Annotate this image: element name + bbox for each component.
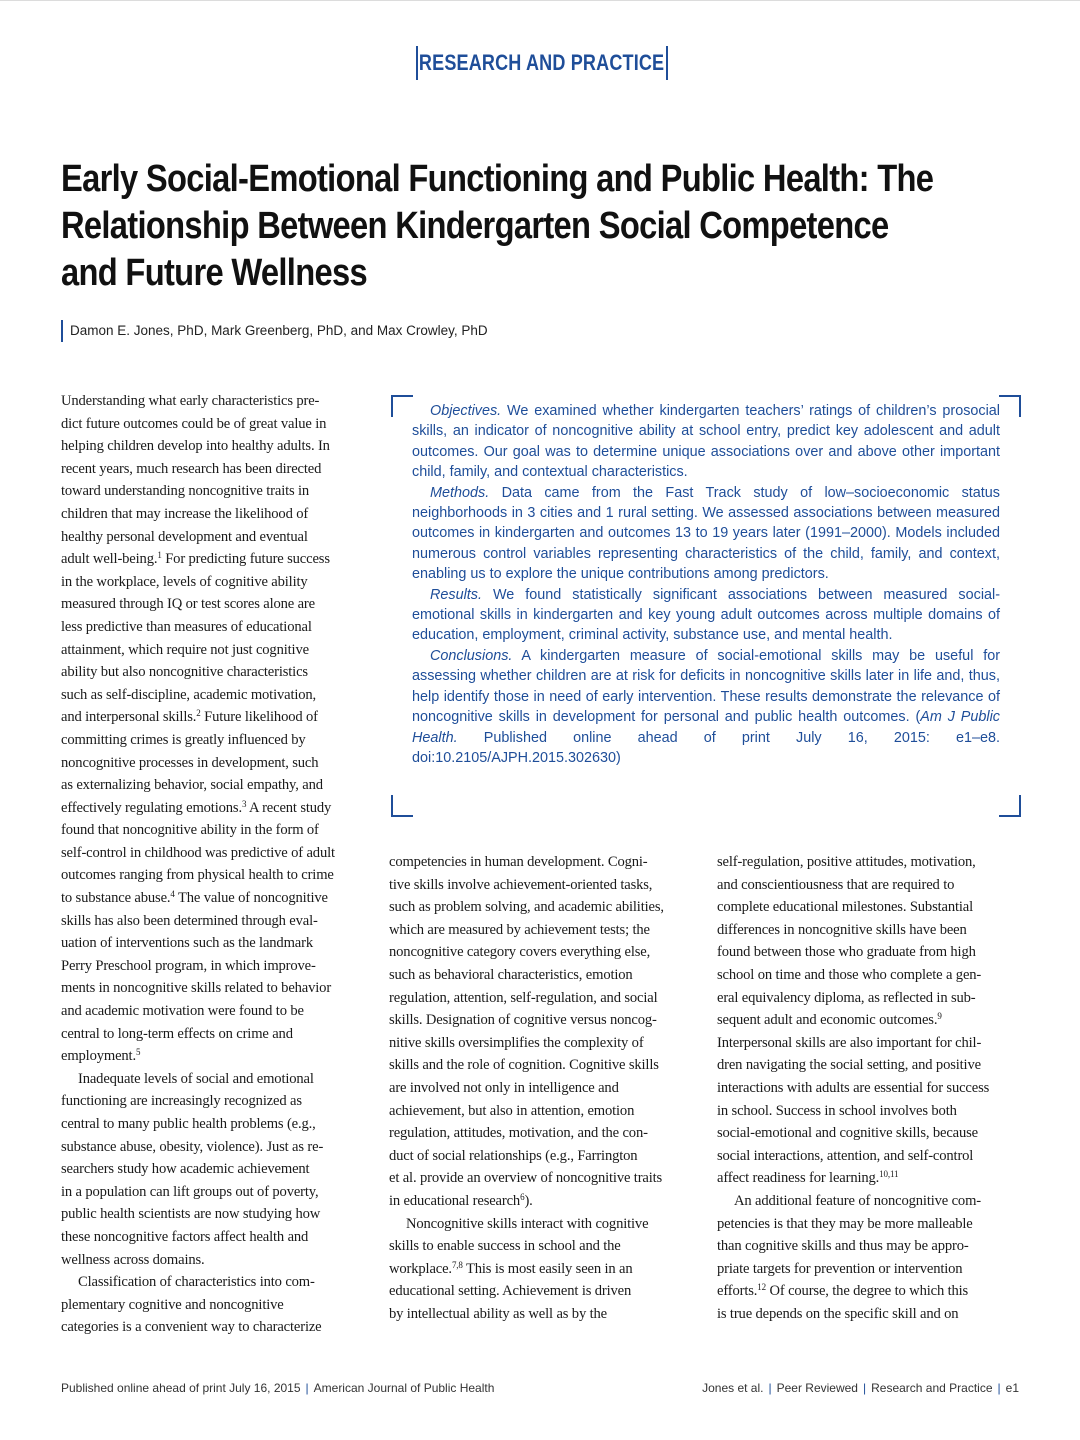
text-line bbox=[61, 1294, 366, 1317]
text-line bbox=[717, 1145, 1022, 1168]
text-line bbox=[61, 571, 366, 594]
abstract-paragraph: We examined whether kindergarten teachers’ ratings of children’s prosocial skills, an indicator of noncognitive ability at school entry, predict key adolescent and adult outcomes. Our goal was to determine unique associations over and above other important child, family, and contextual characteristics. bbox=[412, 403, 1000, 481]
line-text: interactions with adults are essential for success bbox=[717, 1079, 990, 1096]
text-line bbox=[61, 1090, 366, 1113]
line-text: self-regulation, positive attitudes, motivation, bbox=[717, 854, 976, 870]
line-text: are involved not only in intelligence and bbox=[389, 1079, 619, 1096]
reference-marker: 1 bbox=[157, 550, 162, 561]
line-text: functioning are increasingly recognized as bbox=[61, 1093, 302, 1110]
abstract-text bbox=[412, 401, 1000, 768]
line-text: ments in noncognitive skills related to behavior bbox=[61, 980, 332, 997]
line-text: priate targets for prevention or intervention bbox=[717, 1260, 963, 1277]
line-text: adult well-being. bbox=[61, 551, 158, 568]
text-line bbox=[389, 941, 694, 964]
line-text: et al. provide an overview of noncognitive traits bbox=[389, 1170, 663, 1187]
bracket-corner bbox=[999, 395, 1021, 417]
page-number: e1 bbox=[1005, 1381, 1019, 1395]
text-line bbox=[389, 919, 694, 942]
footer-separator: | bbox=[997, 1381, 1001, 1395]
text-line bbox=[61, 864, 366, 887]
text-line bbox=[61, 932, 366, 955]
line-text: outcomes ranging from physical health to crime bbox=[61, 867, 334, 884]
section-header bbox=[416, 46, 668, 80]
body-column-3 bbox=[717, 851, 1022, 1325]
text-line bbox=[61, 977, 366, 1000]
text-line bbox=[61, 1136, 366, 1159]
text-line bbox=[717, 896, 1022, 919]
text-line bbox=[61, 1023, 366, 1046]
footer-right bbox=[702, 1379, 1019, 1397]
text-line bbox=[61, 458, 366, 481]
text-line bbox=[389, 1190, 694, 1213]
line-text: efforts. bbox=[717, 1283, 758, 1300]
line-text: This is most easily seen in an bbox=[462, 1260, 633, 1277]
line-text: skills. Designation of cognitive versus noncog- bbox=[389, 1012, 657, 1029]
text-line bbox=[717, 1032, 1022, 1055]
footer-review-status: Peer Reviewed bbox=[776, 1381, 858, 1395]
text-line bbox=[61, 1068, 366, 1091]
line-text: eral equivalency diploma, as reflected in sub- bbox=[717, 989, 976, 1006]
abstract-objectives bbox=[412, 401, 1000, 483]
reference-marker: 9 bbox=[937, 1011, 942, 1022]
body-column-1 bbox=[61, 390, 366, 1339]
line-text: noncognitive category covers everything else, bbox=[389, 944, 651, 961]
text-line bbox=[717, 987, 1022, 1010]
line-text: recent years, much research has been directed bbox=[61, 460, 322, 477]
line-text: educational setting. Achievement is driven bbox=[389, 1283, 632, 1300]
line-text: Understanding what early characteristics pre- bbox=[61, 393, 320, 409]
text-line bbox=[389, 896, 694, 919]
abstract-heading: Objectives. bbox=[430, 403, 502, 419]
text-line bbox=[61, 684, 366, 707]
reference-marker: 4 bbox=[170, 889, 175, 900]
text-line bbox=[389, 1303, 694, 1326]
text-line bbox=[717, 1303, 1022, 1326]
text-line bbox=[61, 1271, 366, 1294]
abstract-methods bbox=[412, 483, 1000, 585]
abstract-results bbox=[412, 585, 1000, 646]
text-line bbox=[717, 1122, 1022, 1145]
text-line bbox=[389, 1213, 694, 1236]
text-line bbox=[61, 1249, 366, 1272]
text-line bbox=[61, 480, 366, 503]
text-line bbox=[61, 819, 366, 842]
line-text: such as self-discipline, academic motivation, bbox=[61, 686, 317, 703]
line-text: dict future outcomes could be of great value in bbox=[61, 415, 327, 432]
line-text: toward understanding noncognitive traits in bbox=[61, 483, 310, 500]
text-line bbox=[61, 1113, 366, 1136]
line-text: is true depends on the specific skill and on bbox=[717, 1305, 959, 1322]
line-text: achievement, but also in attention, emotion bbox=[389, 1102, 635, 1119]
line-text: employment. bbox=[61, 1048, 136, 1065]
text-line bbox=[389, 964, 694, 987]
abstract-paragraph: Data came from the Fast Track study of low–socioeconomic status neighborhoods in 3 cities and 1 rural setting. We assessed associations between measured outcomes in kindergarten and outcomes 13 to 19 years later (1991–2000). Models included numerous control variables representing characteristics of the child, family, and context, enabling us to explore the unique contributions among predictors. bbox=[412, 484, 1000, 583]
text-line bbox=[717, 1167, 1022, 1190]
text-line bbox=[61, 1181, 366, 1204]
line-text: ability but also noncognitive characteristics bbox=[61, 664, 308, 681]
text-line bbox=[61, 729, 366, 752]
text-line bbox=[61, 910, 366, 933]
line-text: helping children develop into healthy adults. In bbox=[61, 438, 330, 455]
bracket-corner bbox=[999, 795, 1021, 817]
text-line bbox=[389, 1167, 694, 1190]
abstract-box bbox=[391, 395, 1021, 817]
line-text: affect readiness for learning. bbox=[717, 1170, 880, 1187]
line-text: social interactions, attention, and self-control bbox=[717, 1147, 974, 1164]
reference-marker: 2 bbox=[196, 708, 201, 719]
line-text: attainment, which require not just cognitive bbox=[61, 641, 309, 658]
line-text: in a population can lift groups out of poverty, bbox=[61, 1183, 319, 1200]
line-text: petencies is that they may be more malleable bbox=[717, 1215, 973, 1232]
reference-marker: 10,11 bbox=[879, 1169, 899, 1180]
page-top-rule bbox=[0, 0, 1080, 1]
line-text: public health scientists are now studying how bbox=[61, 1206, 321, 1223]
line-text: A recent study bbox=[246, 799, 332, 816]
line-text: which are measured by achievement tests; the bbox=[389, 921, 650, 938]
text-line bbox=[389, 1054, 694, 1077]
line-text: Of course, the degree to which this bbox=[765, 1283, 969, 1300]
text-line bbox=[717, 919, 1022, 942]
line-text: by intellectual ability as well as by the bbox=[389, 1305, 607, 1322]
line-text: workplace. bbox=[389, 1260, 452, 1277]
footer-separator: | bbox=[305, 1381, 309, 1395]
line-text: than cognitive skills and thus may be appro- bbox=[717, 1238, 969, 1255]
line-text: found between those who graduate from high bbox=[717, 944, 976, 961]
text-line bbox=[717, 874, 1022, 897]
text-line bbox=[61, 616, 366, 639]
citation-details: Published online ahead of print July 16, 2015: e1–e8. doi:10.2105/AJPH.2015.302630) bbox=[412, 729, 1001, 766]
text-line bbox=[389, 1122, 694, 1145]
line-text: as externalizing behavior, social empathy, and bbox=[61, 777, 323, 794]
text-line bbox=[389, 874, 694, 897]
footer-publication-date: Published online ahead of print July 16, 2015 bbox=[61, 1381, 301, 1395]
line-text: skills has also been determined through eval- bbox=[61, 912, 318, 929]
abstract-paragraph: We found statistically significant associations between measured social-emotional skills in kindergarten and key young adult outcomes across multiple domains of education, employment, criminal activity, substance use, and mental health. bbox=[412, 586, 1001, 644]
line-text: duct of social relationships (e.g., Farrington bbox=[389, 1147, 638, 1164]
text-line bbox=[717, 1235, 1022, 1258]
line-text: to substance abuse. bbox=[61, 890, 171, 907]
line-text: central to long-term effects on crime and bbox=[61, 1025, 293, 1042]
line-text: central to many public health problems (e.g., bbox=[61, 1116, 316, 1132]
line-text: in the workplace, levels of cognitive ability bbox=[61, 573, 308, 590]
reference-marker: 6 bbox=[520, 1191, 525, 1202]
text-line bbox=[717, 1009, 1022, 1032]
line-text: Future likelihood of bbox=[200, 709, 318, 726]
text-line bbox=[61, 774, 366, 797]
line-text: Noncognitive skills interact with cognitive bbox=[406, 1215, 649, 1232]
line-text: sequent adult and economic outcomes. bbox=[717, 1012, 938, 1029]
line-text: uation of interventions such as the landmark bbox=[61, 935, 313, 952]
title-line: Early Social-Emotional Functioning and Public Health: The bbox=[61, 158, 934, 200]
line-text: healthy personal development and eventual bbox=[61, 528, 308, 545]
line-text: Inadequate levels of social and emotional bbox=[78, 1070, 314, 1087]
line-text: found that noncognitive ability in the form of bbox=[61, 822, 319, 839]
text-line bbox=[61, 1226, 366, 1249]
line-text: in school. Success in school involves both bbox=[717, 1102, 957, 1119]
text-line bbox=[61, 887, 366, 910]
text-line bbox=[61, 842, 366, 865]
line-text: An additional feature of noncognitive com- bbox=[734, 1192, 981, 1209]
text-line bbox=[717, 1100, 1022, 1123]
text-line bbox=[389, 851, 694, 874]
line-text: searchers study how academic achievement bbox=[61, 1161, 310, 1178]
line-text: wellness across domains. bbox=[61, 1251, 205, 1268]
body-column-2 bbox=[389, 851, 694, 1325]
text-line bbox=[717, 941, 1022, 964]
text-line bbox=[61, 661, 366, 684]
line-text: complete educational milestones. Substantial bbox=[717, 899, 974, 916]
abstract-paragraph: A kindergarten measure of social-emotional skills may be useful for assessing whether children are at risk for deficits in noncognitive skills later in life and, thus, help identify those in need of early intervention. These results demonstrate the relevance of noncognitive skills in development for personal and public health outcomes. ( bbox=[412, 647, 1000, 726]
text-line bbox=[61, 639, 366, 662]
line-text: effectively regulating emotions. bbox=[61, 799, 242, 816]
line-text: these noncognitive factors affect health and bbox=[61, 1228, 309, 1245]
line-text: social-emotional and cognitive skills, because bbox=[717, 1125, 978, 1142]
text-line bbox=[61, 797, 366, 820]
text-line bbox=[61, 548, 366, 571]
text-line bbox=[61, 1045, 366, 1068]
text-line bbox=[389, 987, 694, 1010]
footer-separator: | bbox=[768, 1381, 772, 1395]
line-text: measured through IQ or test scores alone are bbox=[61, 596, 315, 613]
line-text: in educational research bbox=[389, 1192, 521, 1209]
text-line bbox=[389, 1009, 694, 1032]
line-text: such as behavioral characteristics, emotion bbox=[389, 966, 633, 983]
line-text: less predictive than measures of educational bbox=[61, 618, 312, 635]
footer-section: Research and Practice bbox=[871, 1381, 993, 1395]
line-text: and conscientiousness that are required to bbox=[717, 876, 955, 893]
abstract-heading: Results. bbox=[430, 586, 482, 603]
citation-journal: Am J Public Health. bbox=[412, 709, 1000, 746]
line-text: Interpersonal skills are also important for chil- bbox=[717, 1034, 982, 1051]
text-line bbox=[61, 752, 366, 775]
text-line bbox=[61, 593, 366, 616]
line-text: competencies in human development. Cogni- bbox=[389, 854, 648, 870]
text-line bbox=[61, 1203, 366, 1226]
line-text: regulation, attention, self-regulation, and social bbox=[389, 989, 658, 1006]
line-text: nitive skills oversimplifies the complexity of bbox=[389, 1034, 644, 1051]
text-line bbox=[717, 1190, 1022, 1213]
line-text: substance abuse, obesity, violence). Just as re- bbox=[61, 1138, 324, 1155]
text-line bbox=[717, 1054, 1022, 1077]
text-line bbox=[389, 1280, 694, 1303]
line-text: noncognitive processes in development, such bbox=[61, 754, 319, 771]
section-label: RESEARCH AND PRACTICE bbox=[419, 50, 665, 75]
line-text: For predicting future success bbox=[161, 551, 330, 568]
reference-marker: 12 bbox=[757, 1282, 766, 1293]
line-text: self-control in childhood was predictive of adult bbox=[61, 844, 335, 861]
line-text: tive skills involve achievement-oriented tasks, bbox=[389, 876, 653, 893]
line-text: Perry Preschool program, in which improve- bbox=[61, 957, 316, 974]
reference-marker: 5 bbox=[135, 1047, 141, 1058]
author-list: Damon E. Jones, PhD, Mark Greenberg, PhD, and Max Crowley, PhD bbox=[61, 320, 488, 342]
line-text: such as problem solving, and academic abilities, bbox=[389, 899, 664, 916]
line-text: committing crimes is greatly influenced by bbox=[61, 731, 306, 748]
abstract-heading: Methods. bbox=[430, 484, 490, 501]
line-text: skills to enable success in school and the bbox=[389, 1238, 621, 1255]
footer-left bbox=[61, 1379, 494, 1397]
line-text: regulation, attitudes, motivation, and the con- bbox=[389, 1125, 648, 1142]
line-text: ). bbox=[524, 1192, 533, 1209]
text-line bbox=[61, 1316, 366, 1339]
text-line bbox=[61, 1000, 366, 1023]
text-line bbox=[61, 503, 366, 526]
footer-authors: Jones et al. bbox=[702, 1381, 764, 1395]
text-line bbox=[389, 1077, 694, 1100]
text-line bbox=[61, 526, 366, 549]
text-line bbox=[61, 1158, 366, 1181]
line-text: dren navigating the social setting, and positive bbox=[717, 1057, 981, 1074]
article-title bbox=[61, 156, 1021, 297]
bracket-corner bbox=[391, 395, 413, 417]
bracket-corner bbox=[391, 795, 413, 817]
text-line bbox=[717, 1213, 1022, 1236]
text-line bbox=[61, 706, 366, 729]
footer-separator: | bbox=[862, 1381, 867, 1395]
title-line: and Future Wellness bbox=[61, 252, 367, 294]
line-text: The value of noncognitive bbox=[174, 890, 328, 907]
text-line bbox=[61, 435, 366, 458]
text-line bbox=[717, 964, 1022, 987]
text-line bbox=[389, 1258, 694, 1281]
title-line: Relationship Between Kindergarten Social Competence bbox=[61, 205, 889, 247]
text-line bbox=[717, 1258, 1022, 1281]
abstract-heading: Conclusions. bbox=[430, 647, 513, 664]
line-text: plementary cognitive and noncognitive bbox=[61, 1296, 284, 1313]
text-line bbox=[389, 1032, 694, 1055]
reference-marker: 7,8 bbox=[451, 1259, 463, 1270]
abstract-conclusions bbox=[412, 646, 1000, 768]
text-line bbox=[61, 955, 366, 978]
reference-marker: 3 bbox=[241, 798, 247, 809]
line-text: differences in noncognitive skills have been bbox=[717, 921, 967, 938]
line-text: skills and the role of cognition. Cognitive skills bbox=[389, 1057, 659, 1074]
footer-journal: American Journal of Public Health bbox=[313, 1381, 495, 1395]
line-text: Classification of characteristics into com- bbox=[78, 1274, 315, 1291]
text-line bbox=[389, 1100, 694, 1123]
text-line bbox=[61, 413, 366, 436]
line-text: and interpersonal skills. bbox=[61, 709, 197, 726]
text-line bbox=[717, 1280, 1022, 1303]
line-text: children that may increase the likelihood of bbox=[61, 505, 309, 522]
line-text: and academic motivation were found to be bbox=[61, 1003, 304, 1020]
text-line bbox=[717, 1077, 1022, 1100]
line-text: categories is a convenient way to characterize bbox=[61, 1319, 322, 1336]
text-line bbox=[389, 1145, 694, 1168]
line-text: school on time and those who complete a gen- bbox=[717, 966, 982, 983]
text-line bbox=[717, 851, 1022, 874]
text-line bbox=[61, 390, 366, 413]
text-line bbox=[389, 1235, 694, 1258]
